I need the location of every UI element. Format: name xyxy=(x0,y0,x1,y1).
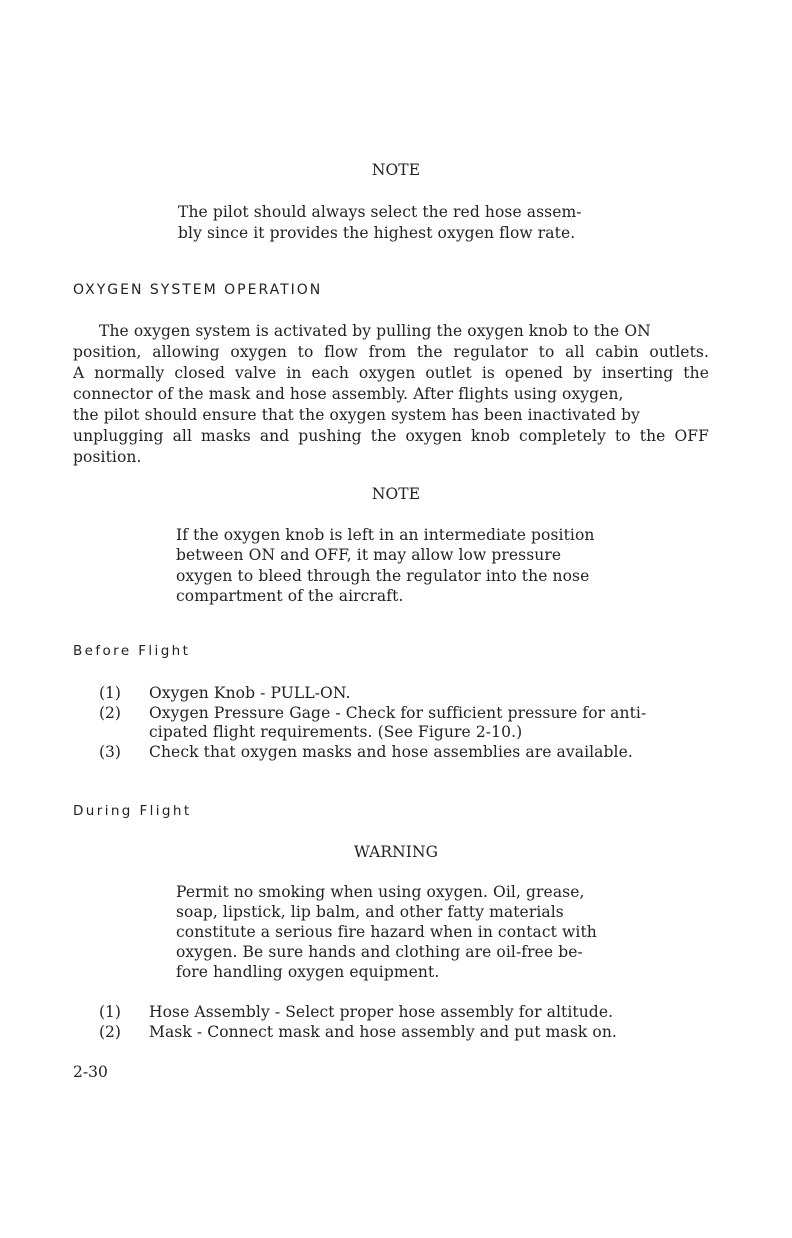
list-item-text: Oxygen Pressure Gage - Check for sufficient pressure for anti- xyxy=(149,704,647,722)
subsection-heading-during-flight: During Flight xyxy=(73,803,192,819)
note-text-line: bly since it provides the highest oxygen flow rate. xyxy=(178,224,576,242)
paragraph-line: position. xyxy=(73,448,142,466)
warning-title: WARNING xyxy=(353,843,439,861)
note-text-line: If the oxygen knob is left in an intermediate position xyxy=(176,526,595,544)
paragraph-line: position, allowing oxygen to flow from the regulator to all cabin outlets. xyxy=(73,343,709,361)
note-text-line: The pilot should always select the red hose assem- xyxy=(178,203,582,221)
list-item-text: Mask - Connect mask and hose assembly and put mask on. xyxy=(149,1023,617,1041)
list-item-number: (2) xyxy=(99,704,121,722)
warning-text-line: soap, lipstick, lip balm, and other fatty materials xyxy=(176,903,564,921)
page-number: 2-30 xyxy=(73,1063,108,1081)
note-title: NOTE xyxy=(371,161,421,179)
subsection-heading-before-flight: Before Flight xyxy=(73,643,191,659)
list-item-number: (1) xyxy=(99,1003,121,1021)
section-heading: OXYGEN SYSTEM OPERATION xyxy=(73,282,323,298)
paragraph-line: unplugging all masks and pushing the oxygen knob completely to the OFF xyxy=(73,427,709,445)
paragraph-line: the pilot should ensure that the oxygen system has been inactivated by xyxy=(73,406,640,424)
paragraph-line: The oxygen system is activated by pulling the oxygen knob to the ON xyxy=(99,322,651,340)
list-item-number: (2) xyxy=(99,1023,121,1041)
paragraph-line: connector of the mask and hose assembly. After flights using oxygen, xyxy=(73,385,624,403)
note-title: NOTE xyxy=(371,485,421,503)
list-item-text: Oxygen Knob - PULL-ON. xyxy=(149,684,351,702)
warning-text-line: Permit no smoking when using oxygen. Oil, grease, xyxy=(176,883,585,901)
warning-text-line: fore handling oxygen equipment. xyxy=(176,963,440,981)
list-item-text: Hose Assembly - Select proper hose assembly for altitude. xyxy=(149,1003,614,1021)
note-text-line: compartment of the aircraft. xyxy=(176,587,404,605)
paragraph-line: A normally closed valve in each oxygen outlet is opened by inserting the xyxy=(73,364,709,382)
list-item-number: (1) xyxy=(99,684,121,702)
list-item-number: (3) xyxy=(99,743,121,761)
list-item-text: cipated flight requirements. (See Figure 2-10.) xyxy=(149,723,523,741)
list-item-text: Check that oxygen masks and hose assemblies are available. xyxy=(149,743,633,761)
note-text-line: between ON and OFF, it may allow low pressure xyxy=(176,546,562,564)
warning-text-line: constitute a serious fire hazard when in contact with xyxy=(176,923,597,941)
note-text-line: oxygen to bleed through the regulator into the nose xyxy=(176,567,590,585)
warning-text-line: oxygen. Be sure hands and clothing are oil-free be- xyxy=(176,943,583,961)
